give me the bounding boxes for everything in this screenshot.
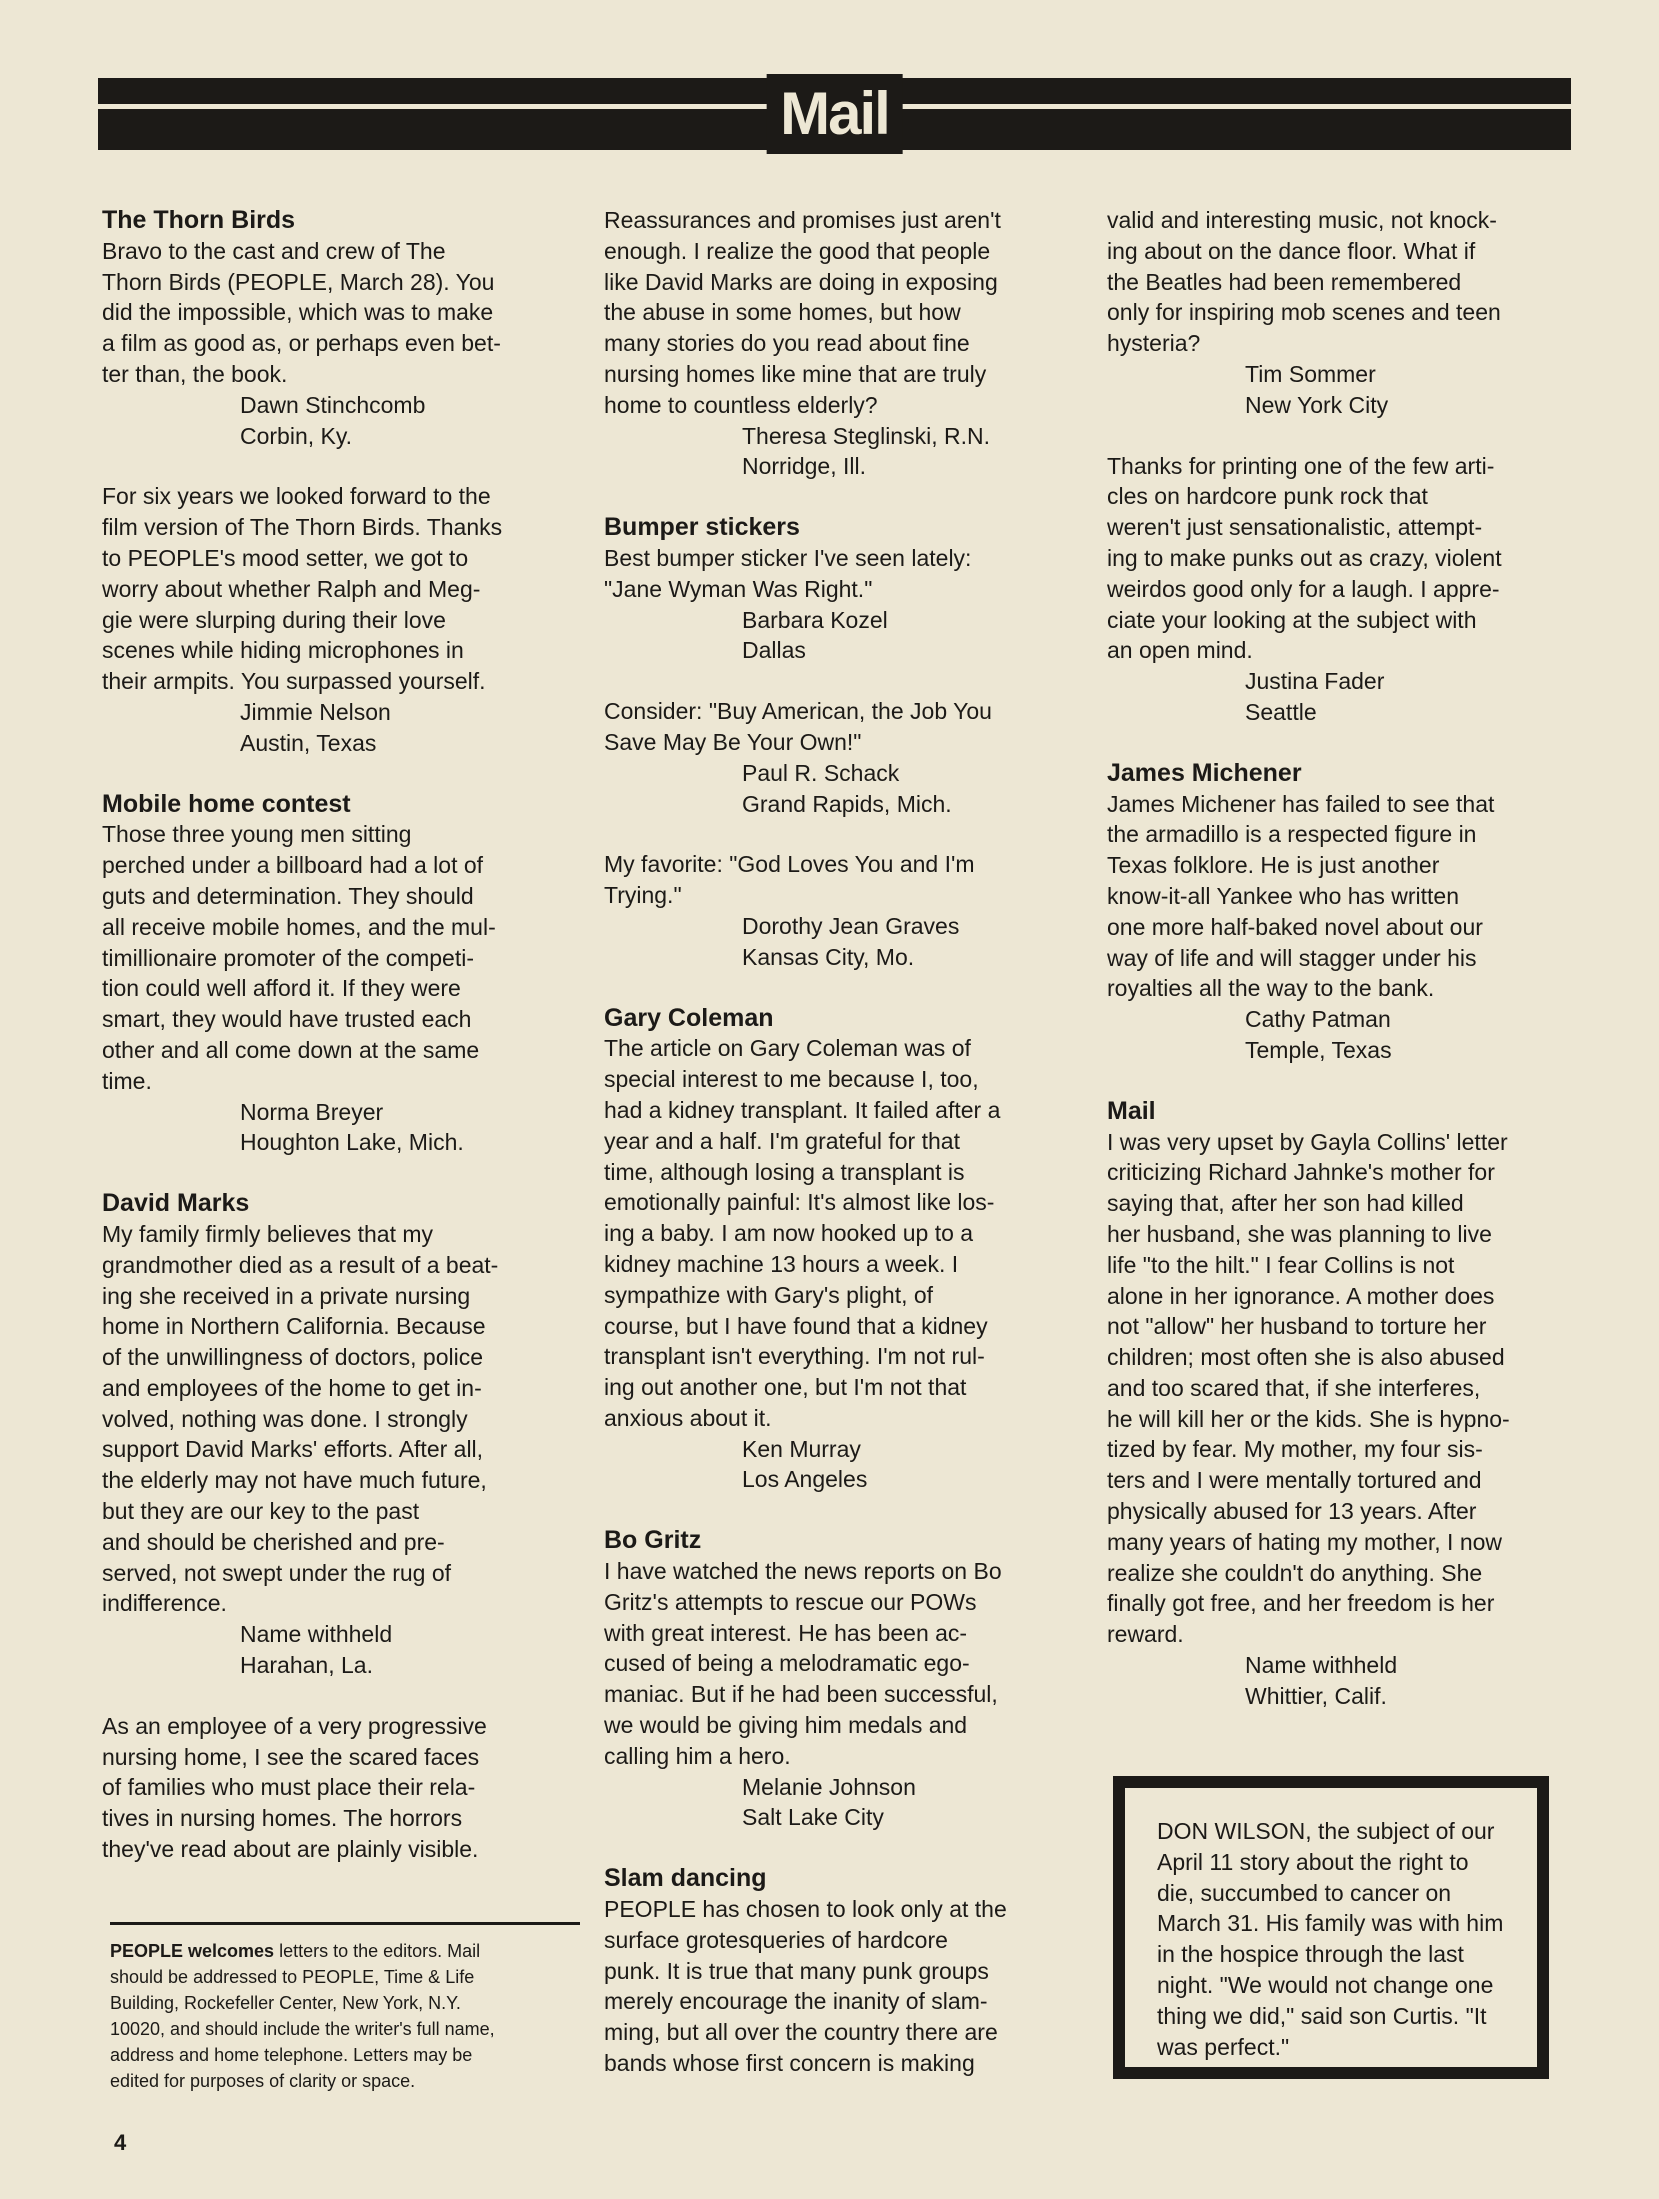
letter-line: only for inspiring mob scenes and teen [1107,299,1501,326]
letter-signature-name: Cathy Patman [1245,1006,1391,1033]
notice-line: DON WILSON, the subject of our [1157,1818,1495,1844]
letter-line: For six years we looked forward to the [102,483,491,510]
letter-line: emotionally painful: It's almost like los- [604,1189,995,1216]
letter-signature-place: Dallas [742,637,806,664]
letter-line: I have watched the news reports on Bo [604,1558,1002,1585]
letter-line: he will kill her or the kids. She is hypno- [1107,1405,1510,1432]
letter-line: home in Northern California. Because [102,1313,486,1340]
letter-signature-place: Houghton Lake, Mich. [240,1129,464,1156]
letter-line: know-it-all Yankee who has written [1107,882,1459,909]
letter-line: sympathize with Gary's plight, of [604,1281,934,1308]
letter-line: finally got free, and her freedom is her [1107,1590,1495,1617]
letter-line: punk. It is true that many punk groups [604,1957,989,1984]
letter-line: one more half-baked novel about our [1107,913,1483,940]
letter-line: course, but I have found that a kidney [604,1312,988,1339]
letter-line: had a kidney transplant. It failed after a [604,1096,1001,1123]
letter-line: way of life and will stagger under his [1107,944,1477,971]
letter-line: valid and interesting music, not knock- [1107,207,1497,233]
letter-line: Best bumper sticker I've seen lately: [604,544,972,571]
letter-line: of the unwillingness of doctors, police [102,1344,483,1371]
obituary-notice-box [1113,1776,1549,2079]
letter-line: many stories do you read about fine [604,330,970,357]
letter-line: an open mind. [1107,637,1253,664]
obituary-notice-text [1157,1816,1537,2062]
letters-policy-note [110,1938,580,2094]
letter-line: special interest to me because I, too, [604,1066,979,1093]
letter-signature-name: Paul R. Schack [742,759,900,786]
letter-line: the Beatles had been remembered [1107,268,1462,295]
section-title: Mail [780,80,889,147]
letter-signature-name: Dorothy Jean Graves [742,912,960,939]
letter-line: to PEOPLE's mood setter, we got to [102,544,469,571]
letter-line: Bravo to the cast and crew of The [102,237,446,264]
letter-line: tion could well afford it. If they were [102,975,461,1002]
letter-line: cused of being a melodramatic ego- [604,1650,970,1677]
letter-line: grandmother died as a result of a beat- [102,1251,499,1278]
letter-line: cles on hardcore punk rock that [1107,483,1428,510]
letter-signature-place: Salt Lake City [742,1804,884,1831]
letter-line: we would be giving him medals and [604,1712,968,1739]
letter-signature-place: New York City [1245,391,1389,418]
letter-line: maniac. But if he had been successful, [604,1681,998,1708]
letter-line: their armpits. You surpassed yourself. [102,668,486,695]
letter-line: hysteria? [1107,330,1201,357]
letter-line: tives in nursing homes. The horrors [102,1805,463,1832]
letter-line: Consider: "Buy American, the Job You [604,698,992,725]
letter-line: ing she received in a private nursing [102,1282,471,1309]
letter-signature-place: Grand Rapids, Mich. [742,790,952,817]
letter-line: Trying." [604,882,682,909]
letter-line: transplant isn't everything. I'm not rul- [604,1343,985,1370]
letter-line: and should be cherished and pre- [102,1528,445,1555]
letter-line: gie were slurping during their love [102,606,446,633]
banner-title-box [766,74,903,154]
letter-line: The article on Gary Coleman was of [604,1035,971,1062]
letter-line: film version of The Thorn Birds. Thanks [102,514,503,541]
letter-line: time. [102,1067,152,1094]
letters-policy-lead: PEOPLE welcomes [110,1941,275,1961]
letter-signature-name: Dawn Stinchcomb [240,391,426,418]
notice-line: was perfect." [1157,2033,1290,2060]
letter-line: nursing homes like mine that are truly [604,360,987,387]
letter-line: physically abused for 13 years. After [1107,1498,1477,1525]
letter-line: "Jane Wyman Was Right." [604,575,873,602]
letter-heading-james-michener: James Michener [1107,758,1302,787]
letter-line: ing about on the dance floor. What if [1107,237,1476,264]
letters-policy-line: address and home telephone. Letters may be [110,2045,473,2065]
letter-line: life "to the hilt." I fear Collins is not [1107,1251,1455,1278]
letter-line: but they are our key to the past [102,1498,420,1525]
letter-signature-name: Name withheld [1245,1652,1398,1679]
letter-line: children; most often she is also abused [1107,1344,1505,1371]
letter-line: My favorite: "God Loves You and I'm [604,851,975,878]
letter-signature-place: Austin, Texas [240,729,377,756]
letter-signature-name: Tim Sommer [1245,360,1376,387]
letter-line: alone in her ignorance. A mother does [1107,1282,1495,1309]
letter-line: all receive mobile homes, and the mul- [102,913,496,940]
letter-line: did the impossible, which was to make [102,299,494,326]
letter-signature-place: Corbin, Ky. [240,422,353,449]
letter-line: Thanks for printing one of the few arti- [1107,452,1495,479]
letter-line: her husband, she was planning to live [1107,1220,1492,1247]
letter-heading-gary-coleman: Gary Coleman [604,1003,774,1032]
letter-line: a film as good as, or perhaps even bet- [102,330,501,357]
letter-heading-thorn-birds: The Thorn Birds [102,206,296,234]
letter-heading-mail: Mail [1107,1096,1156,1125]
letter-line: reward. [1107,1621,1184,1648]
letter-signature-place: Kansas City, Mo. [742,943,915,970]
letter-signature-place: Norridge, Ill. [742,453,866,480]
letter-line: and too scared that, if she interferes, [1107,1374,1481,1401]
column-1 [102,205,572,1865]
letter-signature-place: Los Angeles [742,1466,868,1493]
letter-line: time, although losing a transplant is [604,1158,965,1185]
letters-policy-line: 10020, and should include the writer's full name, [110,2019,495,2039]
letter-line: James Michener has failed to see that [1107,790,1495,817]
letter-line: support David Marks' efforts. After all, [102,1436,484,1463]
letter-line: tized by fear. My mother, my four sis- [1107,1436,1483,1463]
letter-line: the armadillo is a respected figure in [1107,821,1477,848]
section-banner [98,78,1571,150]
letter-line: the elderly may not have much future, [102,1467,487,1494]
letter-line: weirdos good only for a laugh. I appre- [1107,575,1500,602]
page-number: 4 [114,2130,127,2155]
letter-signature-name: Ken Murray [742,1435,861,1462]
letter-line: ters and I were mentally tortured and [1107,1467,1482,1494]
letter-line: indifference. [102,1590,227,1617]
letter-signature-place: Seattle [1245,698,1317,725]
letter-line: ter than, the book. [102,360,288,387]
letter-line: weren't just sensationalistic, attempt- [1107,514,1483,541]
letter-line: volved, nothing was done. I strongly [102,1405,468,1432]
footer-rule [110,1922,580,1925]
letter-line: merely encourage the inanity of slam- [604,1988,988,2015]
letter-line: ing out another one, but I'm not that [604,1374,967,1401]
letter-line: smart, they would have trusted each [102,1006,472,1033]
letter-line: enough. I realize the good that people [604,237,991,264]
letter-line: ming, but all over the country there are [604,2019,998,2046]
notice-line: night. "We would not change one [1157,1971,1494,1998]
letter-line: calling him a hero. [604,1742,791,1769]
letter-line: ing to make punks out as crazy, violent [1107,544,1502,571]
letter-signature-name: Theresa Steglinski, R.N. [742,422,990,449]
letter-line: they've read about are plainly visible. [102,1836,479,1863]
letter-line: and employees of the home to get in- [102,1374,482,1401]
letter-signature-place: Harahan, La. [240,1652,373,1679]
letter-signature-name: Name withheld [240,1621,393,1648]
letter-line: Gritz's attempts to rescue our POWs [604,1588,977,1615]
notice-line: in the hospice through the last [1157,1941,1464,1968]
letter-line: royalties all the way to the bank. [1107,975,1435,1002]
column-2 [604,205,1082,2079]
letter-line: not "allow" her husband to torture her [1107,1313,1487,1340]
letter-line: I was very upset by Gayla Collins' letter [1107,1128,1508,1155]
letter-line: scenes while hiding microphones in [102,637,464,664]
letter-line: Save May Be Your Own!" [604,728,862,755]
letters-policy-line: should be addressed to PEOPLE, Time & Life [110,1967,475,1987]
letter-signature-name: Jimmie Nelson [240,698,391,725]
letter-signature-place: Temple, Texas [1245,1036,1392,1063]
letter-line: kidney machine 13 hours a week. I [604,1250,959,1277]
letter-line: worry about whether Ralph and Meg- [102,575,481,602]
letter-line: like David Marks are doing in exposing [604,268,998,295]
letter-line: guts and determination. They should [102,882,474,909]
letter-heading-slam-dancing: Slam dancing [604,1864,767,1893]
letter-line: Those three young men sitting [102,821,412,848]
letter-line: bands whose first concern is making [604,2050,975,2077]
letter-line: Texas folklore. He is just another [1107,852,1440,879]
letter-line: timillionaire promoter of the competi- [102,944,474,971]
letter-line: As an employee of a very progressive [102,1712,487,1739]
letter-line: ing a baby. I am now hooked up to a [604,1220,974,1247]
letter-line: PEOPLE has chosen to look only at the [604,1896,1007,1923]
letter-line: served, not swept under the rug of [102,1559,452,1586]
letter-signature-place: Whittier, Calif. [1245,1682,1387,1709]
letter-line: with great interest. He has been ac- [604,1619,968,1646]
letter-line: of families who must place their rela- [102,1774,476,1801]
letter-signature-name: Justina Fader [1245,668,1385,695]
notice-line: March 31. His family was with him [1157,1910,1504,1937]
letter-line: perched under a billboard had a lot of [102,852,484,879]
letter-line: My family firmly believes that my [102,1220,434,1247]
letter-line: ciate your looking at the subject with [1107,606,1477,633]
letter-heading-bo-gritz: Bo Gritz [604,1526,702,1555]
letter-line: realize she couldn't do anything. She [1107,1559,1483,1586]
letter-line: home to countless elderly? [604,391,878,418]
letter-line: other and all come down at the same [102,1036,480,1063]
letter-line: nursing home, I see the scared faces [102,1743,480,1770]
letter-heading-mobile-home: Mobile home contest [102,789,351,818]
letter-heading-david-marks: David Marks [102,1189,250,1218]
letter-line: the abuse in some homes, but how [604,299,961,326]
letter-line: Thorn Birds (PEOPLE, March 28). You [102,268,495,295]
letter-line: many years of hating my mother, I now [1107,1528,1503,1555]
notice-line: thing we did," said son Curtis. "It [1157,2002,1487,2029]
letter-line: criticizing Richard Jahnke's mother for [1107,1159,1495,1186]
letter-signature-name: Barbara Kozel [742,606,888,633]
letters-policy-line: Building, Rockefeller Center, New York, N.Y. [110,1993,461,2013]
column-3 [1107,205,1587,1712]
letters-policy-line: edited for purposes of clarity or space. [110,2071,416,2091]
letter-line: surface grotesqueries of hardcore [604,1926,948,1953]
letter-signature-name: Norma Breyer [240,1098,384,1125]
notice-line: die, succumbed to cancer on [1157,1879,1452,1906]
letter-signature-name: Melanie Johnson [742,1773,916,1800]
letters-policy-line: letters to the editors. Mail [274,1941,481,1961]
letter-line: anxious about it. [604,1404,772,1431]
letter-heading-bumper-stickers: Bumper stickers [604,513,800,542]
letter-line: year and a half. I'm grateful for that [604,1127,960,1154]
notice-line: April 11 story about the right to [1157,1848,1469,1875]
letter-line: Reassurances and promises just aren't [604,207,1001,233]
letter-line: saying that, after her son had killed [1107,1190,1464,1217]
